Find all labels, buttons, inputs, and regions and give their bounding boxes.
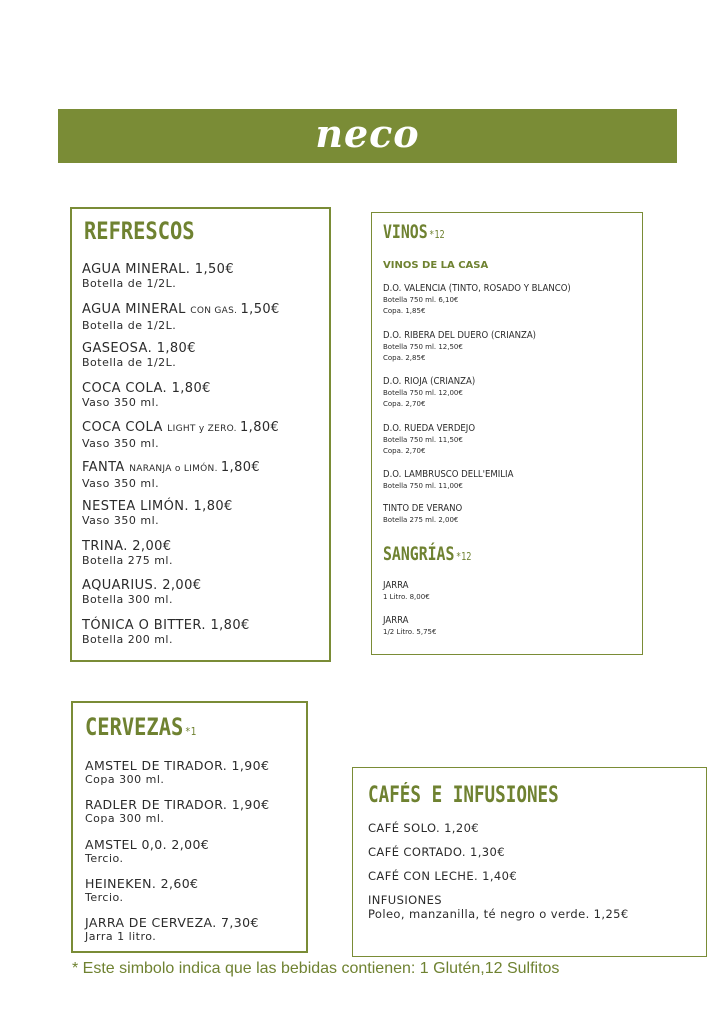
coffee-price: 1,20€ (444, 821, 480, 835)
wine-name: D.O. VALENCIA (TINTO, ROSADO Y BLANCO) (383, 283, 571, 294)
wine-price-line: Copa. 1,85€ (383, 307, 426, 315)
menu-item (82, 460, 260, 490)
beer-name: AMSTEL DE TIRADOR. 1,90€ (85, 758, 270, 773)
coffee-name: CAFÉ CON LECHE. 1,40€ (368, 869, 518, 883)
item-description: Vaso 350 ml. (82, 437, 160, 450)
coffee-name: CAFÉ SOLO. 1,20€ (368, 821, 480, 835)
item-name: COCA COLA. 1,80€ (82, 380, 211, 396)
beer-item (85, 758, 269, 786)
item-name: AGUA MINERAL CON GAS. 1,50€ (82, 301, 280, 317)
wine-price-line: Copa. 2,85€ (383, 354, 426, 362)
sangria-price-line: 1/2 Litro. 5,75€ (383, 628, 437, 636)
beer-description: Tercio. (85, 851, 124, 865)
wine-price-line: Copa. 2,70€ (383, 447, 426, 455)
cafes-section (352, 767, 707, 957)
menu-item (82, 262, 234, 290)
vinos-subtitle: VINOS DE LA CASA (383, 260, 489, 271)
item-price: 1,80€ (193, 499, 233, 514)
wine-price-line: Botella 275 ml. 2,00€ (383, 516, 459, 524)
beer-description: Copa 300 ml. (85, 773, 165, 786)
coffee-item (368, 845, 505, 859)
item-price: 2,00€ (162, 578, 202, 593)
beer-item (85, 915, 259, 943)
refrescos-title: REFRESCOS (84, 217, 195, 245)
item-name: COCA COLA LIGHT y ZERO. 1,80€ (82, 420, 280, 435)
item-name: AGUA MINERAL. 1,50€ (82, 262, 234, 277)
wine-price-line: Botella 750 ml. 12,00€ (383, 389, 463, 397)
sangrias-title: SANGRÍAS *12 (383, 543, 472, 565)
sangria-price-line: 1 Litro. 8,00€ (383, 593, 430, 601)
coffee-price: 1,30€ (470, 845, 505, 859)
vinos-section (371, 212, 643, 655)
sangria-name: JARRA (383, 580, 409, 591)
sangria-item (383, 580, 430, 603)
wine-item (383, 423, 475, 457)
item-name: AQUARIUS. 2,00€ (82, 578, 202, 593)
item-description: Vaso 350 ml. (82, 395, 160, 409)
coffee-price: 1,40€ (482, 869, 518, 883)
vinos-allergen: *12 (429, 228, 445, 241)
beer-price: 2,60€ (160, 875, 199, 891)
wine-name: D.O. RIBERA DEL DUERO (CRIANZA) (383, 330, 536, 341)
menu-item (82, 578, 201, 606)
item-variant: CON GAS. (190, 305, 241, 316)
item-price: 1,80€ (220, 459, 261, 475)
wine-item (383, 376, 475, 410)
wine-price-line: Botella 750 ml. 6,10€ (383, 296, 459, 304)
wine-name: D.O. RIOJA (CRIANZA) (383, 376, 476, 387)
cervezas-allergen: *1 (184, 725, 197, 738)
item-variant: LIGHT y ZERO. (167, 424, 240, 434)
cervezas-section (71, 701, 308, 953)
brand-logo: neco (315, 111, 420, 156)
item-price: 1,50€ (194, 262, 234, 277)
wine-name: D.O. RUEDA VERDEJO (383, 423, 476, 434)
item-name: GASEOSA. 1,80€ (82, 341, 196, 356)
item-description: Botella 275 ml. (82, 553, 173, 567)
item-description: Botella de 1/2L. (82, 356, 177, 369)
beer-name: AMSTEL 0,0. 2,00€ (85, 836, 210, 852)
wine-name: D.O. LAMBRUSCO DELL'EMILIA (383, 469, 514, 480)
wine-price-line: Botella 750 ml. 11,50€ (383, 436, 463, 444)
menu-item (82, 539, 173, 567)
sangrias-allergen: *12 (455, 550, 472, 563)
item-price: 1,80€ (240, 420, 280, 435)
coffee-name: INFUSIONES (368, 893, 442, 907)
item-price: 2,00€ (132, 538, 172, 554)
item-description: Botella 300 ml. (82, 593, 173, 606)
item-price: 1,80€ (156, 341, 196, 356)
beer-name: JARRA DE CERVEZA. 7,30€ (85, 915, 259, 931)
vinos-title: VINOS *12 (383, 221, 445, 243)
beer-price: 1,90€ (231, 797, 270, 813)
sangria-item (383, 615, 436, 638)
item-description: Botella 200 ml. (82, 632, 173, 646)
wine-name: TINTO DE VERANO (383, 503, 463, 514)
coffee-item (368, 821, 479, 835)
wine-item (383, 503, 462, 526)
menu-item (82, 499, 233, 527)
item-name: TRINA. 2,00€ (82, 538, 172, 554)
header-banner (58, 109, 677, 163)
wine-price-line: Botella 750 ml. 12,50€ (383, 343, 463, 351)
item-name: FANTA NARANJA o LIMÓN. 1,80€ (82, 459, 261, 475)
wine-item (383, 330, 536, 364)
coffee-description: Poleo, manzanilla, té negro o verde. 1,25€ (368, 907, 629, 921)
beer-name: HEINEKEN. 2,60€ (85, 875, 199, 891)
refrescos-section (70, 207, 331, 662)
beer-price: 2,00€ (171, 836, 210, 852)
item-description: Botella de 1/2L. (82, 318, 177, 332)
beer-price: 7,30€ (221, 915, 259, 931)
item-variant: NARANJA o LIMÓN. (129, 463, 221, 474)
beer-description: Copa 300 ml. (85, 812, 165, 826)
cervezas-title: CERVEZAS *1 (85, 713, 197, 741)
item-description: Botella de 1/2L. (82, 277, 177, 290)
item-price: 1,80€ (210, 617, 250, 633)
cafes-title: CAFÉS E INFUSIONES (368, 783, 559, 808)
menu-item (82, 341, 196, 369)
sangria-name: JARRA (383, 615, 409, 626)
coffee-name: CAFÉ CORTADO. 1,30€ (368, 845, 505, 859)
menu-item (82, 302, 280, 332)
menu-item (82, 618, 250, 646)
item-price: 1,50€ (240, 301, 280, 317)
coffee-item (368, 893, 629, 921)
wine-item (383, 469, 513, 492)
item-description: Vaso 350 ml. (82, 514, 160, 527)
beer-item (85, 797, 269, 825)
item-name: NESTEA LIMÓN. 1,80€ (82, 499, 233, 514)
wine-price-line: Botella 750 ml. 11,00€ (383, 482, 463, 490)
menu-item (82, 420, 279, 450)
item-name: TÓNICA O BITTER. 1,80€ (82, 617, 250, 633)
coffee-item (368, 869, 517, 883)
wine-item (383, 283, 571, 317)
beer-item (85, 876, 198, 904)
beer-price: 1,90€ (231, 758, 270, 773)
menu-item (82, 381, 211, 409)
beer-description: Jarra 1 litro. (85, 930, 157, 944)
beer-name: RADLER DE TIRADOR. 1,90€ (85, 797, 270, 813)
allergen-footnote: * Este simbolo indica que las bebidas contienen: 1 Glutén,12 Sulfitos (72, 960, 560, 977)
item-price: 1,80€ (171, 380, 211, 396)
beer-description: Tercio. (85, 890, 124, 904)
wine-price-line: Copa. 2,70€ (383, 400, 426, 408)
beer-item (85, 837, 209, 865)
item-description: Vaso 350 ml. (82, 476, 160, 490)
